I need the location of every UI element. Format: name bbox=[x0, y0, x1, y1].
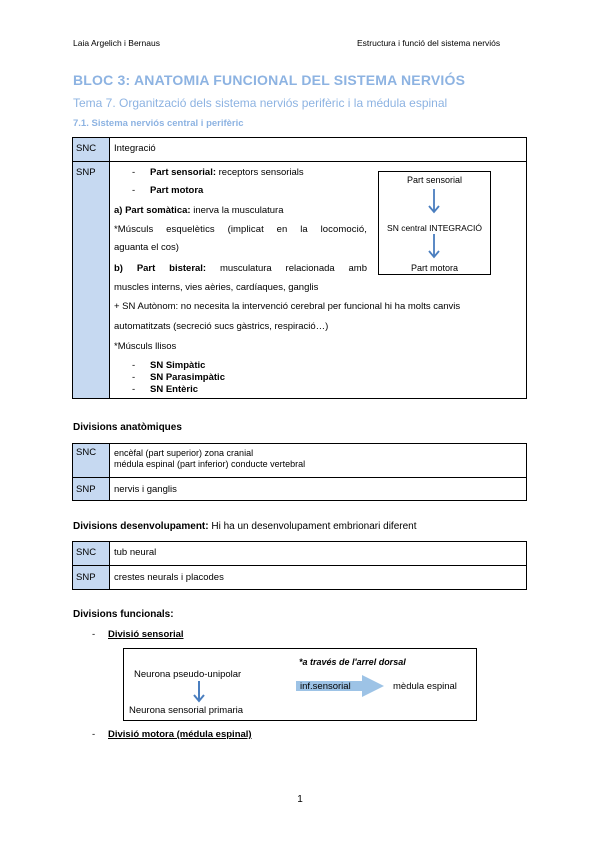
autonom-line1: + SN Autònom: no necesita la intervenció cerebral per funcional hi ha molts canvis bbox=[114, 301, 461, 312]
funcionals-heading: Divisions funcionals: bbox=[73, 609, 174, 620]
inf-sensorial-label: inf.sensorial bbox=[300, 681, 351, 692]
section-title: 7.1. Sistema nerviós central i perifèric bbox=[73, 118, 244, 129]
bisteral-line2: muscles interns, vies aèries, cardíaques, ganglis bbox=[114, 282, 319, 293]
snp-diagram bbox=[378, 171, 491, 275]
diagram-part-sensorial: Part sensorial bbox=[406, 175, 463, 185]
anat-snc-line1: encèfal (part superior) zona cranial bbox=[114, 448, 254, 458]
dash: - bbox=[132, 384, 136, 395]
row-divider bbox=[72, 477, 527, 478]
dash: - bbox=[132, 167, 136, 178]
musculs-esq-line1: *Músculs esquelètics (implicat en la locomoció, bbox=[114, 224, 367, 235]
table1-snp-label: SNP bbox=[76, 167, 96, 178]
sn-simpatic: SN Simpàtic bbox=[150, 360, 206, 371]
diagram-sn-central: SN central INTEGRACIÓ bbox=[387, 223, 482, 233]
column-divider bbox=[109, 137, 110, 399]
musculs-llisos: *Músculs llisos bbox=[114, 341, 177, 352]
dash: - bbox=[132, 185, 136, 196]
desenv-heading-text: Hi ha un desenvolupament embrionari diferent bbox=[208, 521, 417, 532]
part-somatica-bold: a) Part somàtica: bbox=[114, 205, 191, 216]
desenv-snp-text: crestes neurals i placodes bbox=[114, 572, 224, 583]
page-number: 1 bbox=[297, 794, 303, 805]
anat-snc-label: SNC bbox=[76, 447, 97, 458]
table1-snc-label: SNC bbox=[76, 143, 97, 154]
desenv-snc-text: tub neural bbox=[114, 547, 157, 558]
column-divider bbox=[109, 443, 110, 501]
header-doc-title: Estructura i funció del sistema nerviós bbox=[357, 38, 501, 48]
part-bisteral-line bbox=[114, 263, 367, 275]
desenv-snp-label: SNP bbox=[76, 572, 96, 583]
divisio-motora: Divisió motora (médula espinal) bbox=[108, 729, 252, 740]
sensorial-diagram bbox=[123, 648, 477, 721]
anat-snp-text: nervis i ganglis bbox=[114, 484, 177, 495]
part-bisteral-bold: b) Part bisteral: bbox=[114, 263, 207, 274]
dash: - bbox=[132, 372, 136, 383]
neurona-sensorial-primaria: Neurona sensorial primaria bbox=[129, 705, 244, 716]
anat-snp-label: SNP bbox=[76, 484, 96, 495]
dash: - bbox=[92, 729, 96, 740]
part-motora: Part motora bbox=[150, 185, 204, 196]
desenv-heading-bold: Divisions desenvolupament: bbox=[73, 521, 209, 532]
dash: - bbox=[92, 629, 96, 640]
divisio-sensorial: Divisió sensorial bbox=[108, 629, 184, 640]
anat-heading: Divisions anatòmiques bbox=[73, 422, 182, 433]
part-sensorial-text: receptors sensorials bbox=[216, 167, 304, 178]
table1-snc-text: Integració bbox=[114, 143, 156, 154]
tema-title: Tema 7. Organització dels sistema nerviós perifèric i la médula espinal bbox=[73, 96, 448, 110]
diagram-part-motora: Part motora bbox=[410, 263, 459, 273]
anat-snc-line2: médula espinal (part inferior) conducte vertebral bbox=[114, 459, 306, 469]
musculs-esq-line2: aguanta el cos) bbox=[114, 242, 179, 253]
desenv-snc-label: SNC bbox=[76, 547, 97, 558]
arrow-down-icon bbox=[427, 189, 441, 217]
part-bisteral-text: musculatura relacionada amb bbox=[206, 263, 367, 274]
part-somatica-line bbox=[114, 205, 284, 217]
sn-parasimpatic: SN Parasimpàtic bbox=[150, 372, 225, 383]
part-sensorial-line bbox=[150, 167, 304, 179]
arrow-down-icon bbox=[192, 681, 206, 705]
header-author: Laia Argelich i Bernaus bbox=[73, 38, 160, 48]
row-divider bbox=[72, 565, 527, 566]
neurona-pseudo-unipolar: Neurona pseudo-unipolar bbox=[134, 669, 242, 680]
medula-espinal-label: mèdula espinal bbox=[393, 681, 457, 692]
part-sensorial-bold: Part sensorial: bbox=[150, 167, 216, 178]
anat-table bbox=[72, 443, 527, 501]
arrow-down-icon bbox=[427, 234, 441, 262]
sn-enteric: SN Entèric bbox=[150, 384, 199, 395]
part-somatica-text: inerva la musculatura bbox=[190, 205, 284, 216]
arrel-dorsal-note: *a través de l'arrel dorsal bbox=[299, 657, 406, 667]
desenv-heading bbox=[73, 521, 417, 532]
dash: - bbox=[132, 360, 136, 371]
autonom-line2: automatitzats (secreció sucs gàstrics, respiració…) bbox=[114, 321, 329, 332]
row-divider bbox=[72, 161, 527, 162]
snc-snp-table bbox=[72, 137, 527, 399]
desenv-table bbox=[72, 541, 527, 590]
bloc-title: BLOC 3: ANATOMIA FUNCIONAL DEL SISTEMA NERVIÓS bbox=[73, 72, 466, 88]
